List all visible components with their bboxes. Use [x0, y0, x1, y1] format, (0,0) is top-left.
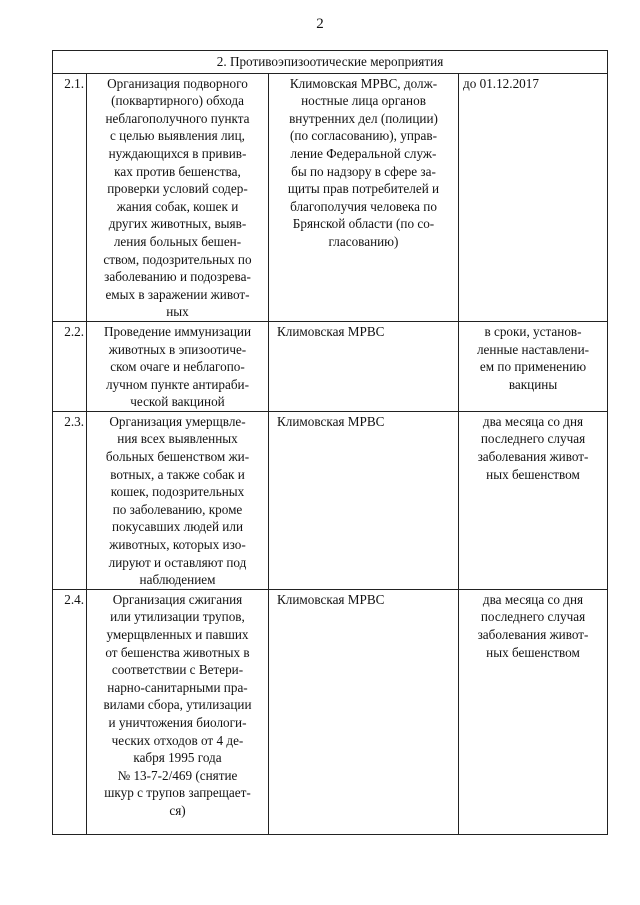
row-number: 2.1. — [53, 73, 87, 321]
deadline-line: до 01.12.2017 — [463, 75, 539, 91]
description-line: от бешенства животных в — [105, 644, 250, 660]
row-number: 2.4. — [53, 589, 87, 834]
deadline-line: ных бешенством — [486, 644, 580, 660]
executor-line: благополучия человека по — [290, 198, 437, 214]
executor-cell — [269, 321, 459, 411]
description-line: ском очаге и неблагопо- — [110, 359, 245, 375]
executor-line: ление Федеральной служ- — [290, 145, 437, 161]
description-line: кабря 1995 года — [133, 750, 222, 766]
executor-line: внутренних дел (полиции) — [289, 110, 438, 126]
table-row — [53, 411, 608, 589]
description-line: Организация подворного — [107, 75, 248, 91]
deadline-line: ных бешенством — [486, 466, 580, 482]
table-row — [53, 321, 608, 411]
description-line: или утилизации трупов, — [110, 609, 245, 625]
description-line: Организация умерщвле- — [109, 413, 246, 429]
description-line: животных в эпизоотиче- — [108, 341, 247, 357]
description-line: жания собак, кошек и — [116, 198, 239, 214]
deadline-cell — [459, 73, 608, 321]
description-line: лучном пункте антираби- — [105, 376, 250, 392]
deadline-line: заболевания живот- — [477, 449, 589, 465]
description-line: вотных, а также собак и — [110, 466, 245, 482]
description-line: вилами сбора, утилизации — [103, 697, 252, 713]
description-line: ных — [166, 304, 189, 320]
executor-line: Климовская МРВС — [277, 591, 385, 607]
description-line: больных бешенством жи- — [105, 449, 250, 465]
executor-line: Климовская МРВС — [277, 413, 385, 429]
description-line: наблюдением — [139, 572, 216, 588]
section-header-row — [53, 51, 608, 74]
description-line: ством, подозрительных по — [103, 251, 252, 267]
section-title: 2. Противоэпизоотические мероприятия — [53, 51, 608, 74]
description-line: ния всех выявленных — [117, 431, 238, 447]
deadline-line: последнего случая — [480, 609, 586, 625]
measures-table — [52, 50, 608, 835]
description-line: ках против бешенства, — [114, 163, 241, 179]
deadline-line: в сроки, установ- — [484, 323, 582, 339]
table-row — [53, 589, 608, 834]
measure-description — [87, 321, 269, 411]
description-line: Проведение иммунизации — [103, 323, 252, 339]
executor-line: Брянской области (по со- — [292, 216, 435, 232]
description-line: ления больных бешен- — [113, 233, 242, 249]
description-line: покусавших людей или — [111, 519, 244, 535]
executor-line: бы по надзору в сфере за- — [291, 163, 436, 179]
description-line: проверки условий содер- — [107, 181, 248, 197]
description-line: других животных, выяв- — [108, 216, 247, 232]
executor-cell — [269, 589, 459, 834]
description-line: заболеванию и подозрева- — [104, 269, 251, 285]
description-line: ся) — [169, 802, 186, 818]
deadline-line: два месяца со дня — [482, 413, 584, 429]
description-line: соответствии с Ветери- — [111, 662, 244, 678]
table-row — [53, 73, 608, 321]
executor-line: ностные лица органов — [301, 93, 426, 109]
description-line: Организация сжигания — [112, 591, 243, 607]
description-line: емых в заражении живот- — [105, 286, 250, 302]
deadline-line: ленные наставлени- — [476, 341, 590, 357]
deadline-line: вакцины — [508, 376, 558, 392]
description-line: ческой вакциной — [130, 394, 225, 410]
description-line: неблагополучного пункта — [105, 110, 250, 126]
executor-line: (по согласованию), управ- — [290, 128, 437, 144]
description-line: кошек, подозрительных — [110, 484, 245, 500]
deadline-line: ем по применению — [479, 359, 587, 375]
row-number: 2.3. — [53, 411, 87, 589]
page-number: 2 — [316, 16, 324, 32]
description-line: умерщвленных и павших — [106, 627, 249, 642]
measure-description — [87, 73, 269, 321]
description-line: № 13-7-2/469 (снятие — [117, 767, 238, 783]
measure-description — [87, 589, 269, 834]
deadline-cell — [459, 589, 608, 834]
deadline-cell — [459, 411, 608, 589]
executor-line: Климовская МРВС, долж- — [289, 75, 438, 91]
description-line: шкур с трупов запрещает- — [104, 785, 251, 801]
deadline-line: два месяца со дня — [482, 591, 584, 607]
description-line: нарно-санитарными пра- — [107, 679, 248, 695]
description-line: (поквартирного) обхода — [111, 93, 244, 109]
description-line: ческих отходов от 4 де- — [111, 732, 244, 748]
description-line: по заболеванию, кроме — [112, 501, 243, 517]
measure-description — [87, 411, 269, 589]
executor-cell — [269, 73, 459, 321]
deadline-cell — [459, 321, 608, 411]
executor-cell — [269, 411, 459, 589]
deadline-line: последнего случая — [480, 431, 586, 447]
executor-line: Климовская МРВС — [277, 323, 385, 339]
deadline-line: заболевания живот- — [477, 627, 589, 642]
description-line: животных, которых изо- — [109, 537, 246, 553]
description-line: и уничтожения биологи- — [108, 714, 247, 730]
description-line: нуждающихся в привив- — [108, 145, 247, 161]
executor-line: щиты прав потребителей и — [287, 181, 440, 197]
row-number: 2.2. — [53, 321, 87, 411]
description-line: лируют и оставляют под — [108, 554, 247, 570]
description-line: с целью выявления лиц, — [110, 128, 245, 144]
executor-line: гласованию) — [328, 233, 399, 249]
